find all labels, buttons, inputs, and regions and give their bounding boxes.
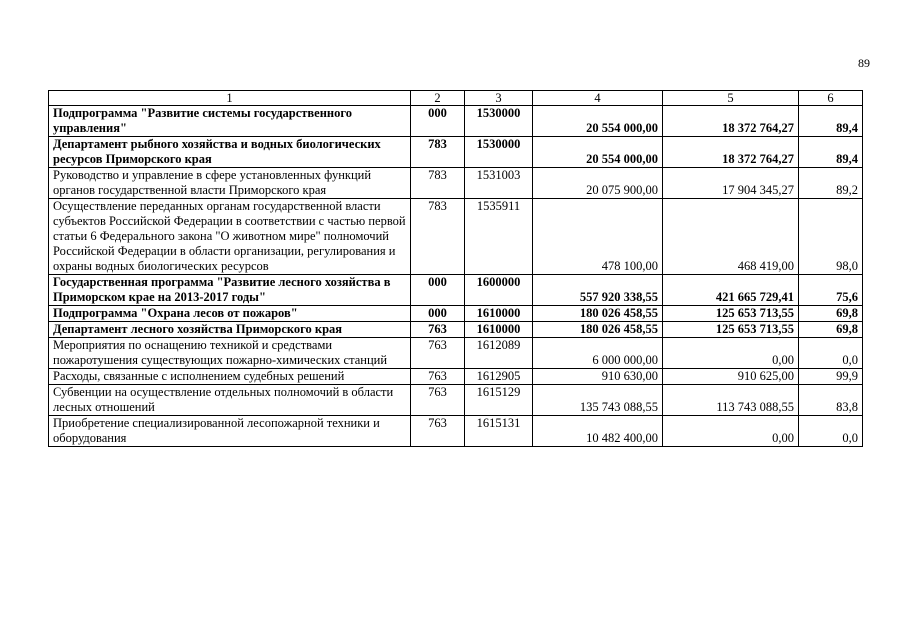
- row-planned-cell: 6 000 000,00: [533, 338, 663, 369]
- column-header-5: 5: [663, 91, 799, 106]
- row-executed-cell: 18 372 764,27: [663, 106, 799, 137]
- row-executed-cell: 18 372 764,27: [663, 137, 799, 168]
- row-percent-cell: 69,8: [799, 306, 863, 322]
- row-admin-code-cell: 763: [411, 322, 465, 338]
- budget-table: [48, 90, 863, 447]
- row-admin-code-cell: 783: [411, 199, 465, 275]
- row-planned-cell: 10 482 400,00: [533, 416, 663, 447]
- table-row: [49, 306, 863, 322]
- row-name-cell: Подпрограмма "Развитие системы государственного управления": [49, 106, 411, 137]
- row-planned-cell: 910 630,00: [533, 369, 663, 385]
- table-row: [49, 199, 863, 275]
- row-target-code-cell: 1530000: [465, 106, 533, 137]
- row-planned-cell: 20 075 900,00: [533, 168, 663, 199]
- row-name-cell: Расходы, связанные с исполнением судебных решений: [49, 369, 411, 385]
- row-planned-cell: 20 554 000,00: [533, 137, 663, 168]
- row-name-cell: Приобретение специализированной лесопожарной техники и оборудования: [49, 416, 411, 447]
- table-row: [49, 106, 863, 137]
- row-target-code-cell: 1530000: [465, 137, 533, 168]
- row-admin-code-cell: 763: [411, 369, 465, 385]
- row-planned-cell: 20 554 000,00: [533, 106, 663, 137]
- row-planned-cell: 557 920 338,55: [533, 275, 663, 306]
- table-row: [49, 338, 863, 369]
- table-row: [49, 385, 863, 416]
- row-percent-cell: 98,0: [799, 199, 863, 275]
- column-header-3: 3: [465, 91, 533, 106]
- row-executed-cell: 125 653 713,55: [663, 306, 799, 322]
- row-name-cell: Осуществление переданных органам государственной власти субъектов Российской Федерации в соответствии с частью первой статьи 6 Федерального закона "О животном мире" полномочий Российской Федерации в области организации, регулирования и охраны водных биологических ресурсов: [49, 199, 411, 275]
- row-name-cell: Субвенции на осуществление отдельных полномочий в области лесных отношений: [49, 385, 411, 416]
- row-executed-cell: 421 665 729,41: [663, 275, 799, 306]
- row-admin-code-cell: 763: [411, 338, 465, 369]
- row-percent-cell: 83,8: [799, 385, 863, 416]
- row-executed-cell: 468 419,00: [663, 199, 799, 275]
- row-target-code-cell: 1610000: [465, 322, 533, 338]
- row-target-code-cell: 1535911: [465, 199, 533, 275]
- row-executed-cell: 0,00: [663, 416, 799, 447]
- row-admin-code-cell: 000: [411, 106, 465, 137]
- row-admin-code-cell: 763: [411, 385, 465, 416]
- row-target-code-cell: 1610000: [465, 306, 533, 322]
- row-admin-code-cell: 000: [411, 275, 465, 306]
- table-row: [49, 137, 863, 168]
- row-planned-cell: 478 100,00: [533, 199, 663, 275]
- row-percent-cell: 69,8: [799, 322, 863, 338]
- row-name-cell: Департамент лесного хозяйства Приморского края: [49, 322, 411, 338]
- column-header-6: 6: [799, 91, 863, 106]
- column-header-1: 1: [49, 91, 411, 106]
- row-name-cell: Департамент рыбного хозяйства и водных биологических ресурсов Приморского края: [49, 137, 411, 168]
- table-header-row: [49, 91, 863, 106]
- table-row: [49, 275, 863, 306]
- table-row: [49, 322, 863, 338]
- table-row: [49, 168, 863, 199]
- row-target-code-cell: 1612089: [465, 338, 533, 369]
- column-header-4: 4: [533, 91, 663, 106]
- table-body: [49, 91, 863, 447]
- row-name-cell: Подпрограмма "Охрана лесов от пожаров": [49, 306, 411, 322]
- row-percent-cell: 89,2: [799, 168, 863, 199]
- row-target-code-cell: 1600000: [465, 275, 533, 306]
- row-name-cell: Руководство и управление в сфере установленных функций органов государственной власти Приморского края: [49, 168, 411, 199]
- row-executed-cell: 113 743 088,55: [663, 385, 799, 416]
- table-row: [49, 416, 863, 447]
- table-row: [49, 369, 863, 385]
- row-percent-cell: 0,0: [799, 416, 863, 447]
- row-planned-cell: 135 743 088,55: [533, 385, 663, 416]
- row-percent-cell: 89,4: [799, 137, 863, 168]
- row-percent-cell: 99,9: [799, 369, 863, 385]
- row-target-code-cell: 1615131: [465, 416, 533, 447]
- row-executed-cell: 910 625,00: [663, 369, 799, 385]
- row-admin-code-cell: 763: [411, 416, 465, 447]
- row-percent-cell: 75,6: [799, 275, 863, 306]
- row-admin-code-cell: 000: [411, 306, 465, 322]
- row-target-code-cell: 1531003: [465, 168, 533, 199]
- row-planned-cell: 180 026 458,55: [533, 306, 663, 322]
- row-percent-cell: 89,4: [799, 106, 863, 137]
- row-executed-cell: 0,00: [663, 338, 799, 369]
- row-target-code-cell: 1615129: [465, 385, 533, 416]
- row-admin-code-cell: 783: [411, 168, 465, 199]
- column-header-2: 2: [411, 91, 465, 106]
- row-planned-cell: 180 026 458,55: [533, 322, 663, 338]
- row-admin-code-cell: 783: [411, 137, 465, 168]
- row-executed-cell: 125 653 713,55: [663, 322, 799, 338]
- row-name-cell: Государственная программа "Развитие лесного хозяйства в Приморском крае на 2013-2017 годы": [49, 275, 411, 306]
- row-percent-cell: 0,0: [799, 338, 863, 369]
- page-number: 89: [858, 56, 870, 70]
- row-executed-cell: 17 904 345,27: [663, 168, 799, 199]
- row-target-code-cell: 1612905: [465, 369, 533, 385]
- row-name-cell: Мероприятия по оснащению техникой и средствами пожаротушения существующих пожарно-химических станций: [49, 338, 411, 369]
